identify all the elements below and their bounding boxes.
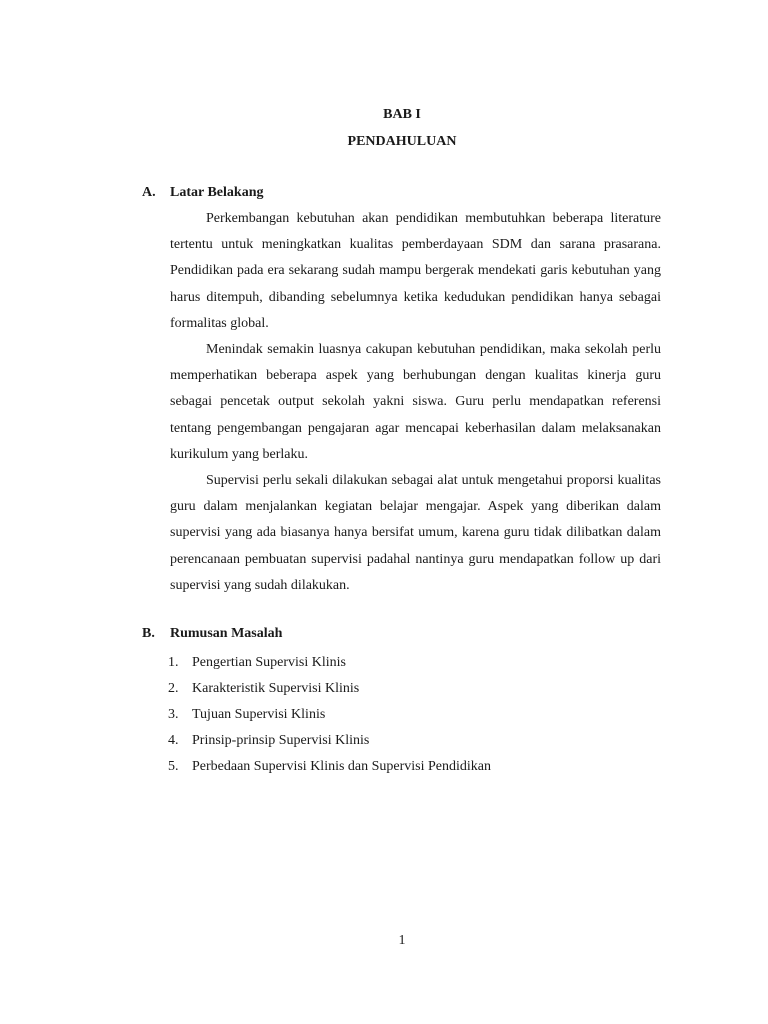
list-item <box>168 754 491 780</box>
list-item-number: 5. <box>168 759 179 774</box>
list-item <box>168 702 491 728</box>
section-heading-latar-belakang <box>142 184 442 202</box>
list-item-text: Tujuan Supervisi Klinis <box>192 707 326 722</box>
paragraph: Menindak semakin luasnya cakupan kebutuhan pendidikan, maka sekolah perlu memperhatikan beberapa aspek yang berhubungan dengan kualitas kinerja guru sebagai pencetak output sekolah yakni siswa. Guru perlu mendapatkan referensi tentang pengembangan pengajaran agar mencapai keberhasilan dalam melaksanakan kurikulum yang berlaku. <box>170 342 661 462</box>
list-item-text: Pengertian Supervisi Klinis <box>192 655 346 670</box>
section-title: Latar Belakang <box>170 185 264 200</box>
section-letter: A. <box>142 185 156 200</box>
list-item-number: 3. <box>168 707 179 722</box>
chapter-number: BAB I <box>383 107 421 122</box>
list-item-number: 4. <box>168 733 179 748</box>
numbered-list <box>168 650 491 780</box>
list-item-text: Prinsip-prinsip Supervisi Klinis <box>192 733 370 748</box>
list-item-number: 2. <box>168 681 179 696</box>
list-item <box>168 676 491 702</box>
section-title: Rumusan Masalah <box>170 626 283 641</box>
paragraph: Perkembangan kebutuhan akan pendidikan membutuhkan beberapa literature tertentu untuk meningkatkan kualitas pemberdayaan SDM dan sarana prasarana. Pendidikan pada era sekarang sudah mampu bergerak mendekati garis kebutuhan yang harus ditempuh, dibanding sebelumnya ketika kedudukan pendidikan hanya sebagai formalitas global. <box>170 211 661 331</box>
list-item-number: 1. <box>168 655 179 670</box>
list-item <box>168 728 491 754</box>
list-item-text: Karakteristik Supervisi Klinis <box>192 681 360 696</box>
page-number: 1 <box>398 933 406 948</box>
list-item-text: Perbedaan Supervisi Klinis dan Supervisi Pendidikan <box>192 759 492 774</box>
section-letter: B. <box>142 626 155 641</box>
section-body-latar-belakang <box>170 206 661 599</box>
paragraph: Supervisi perlu sekali dilakukan sebagai alat untuk mengetahui proporsi kualitas guru dalam menjalankan kegiatan belajar mengajar. Aspek yang diberikan dalam supervisi yang ada biasanya hanya bersifat umum, karena guru tidak dilibatkan dalam perencanaan pembuatan supervisi padahal nantinya guru mendapatkan follow up dari supervisi yang sudah dilakukan. <box>170 473 661 593</box>
section-heading-rumusan-masalah <box>142 625 442 643</box>
chapter-title: PENDAHULUAN <box>347 134 457 149</box>
list-item <box>168 650 491 676</box>
